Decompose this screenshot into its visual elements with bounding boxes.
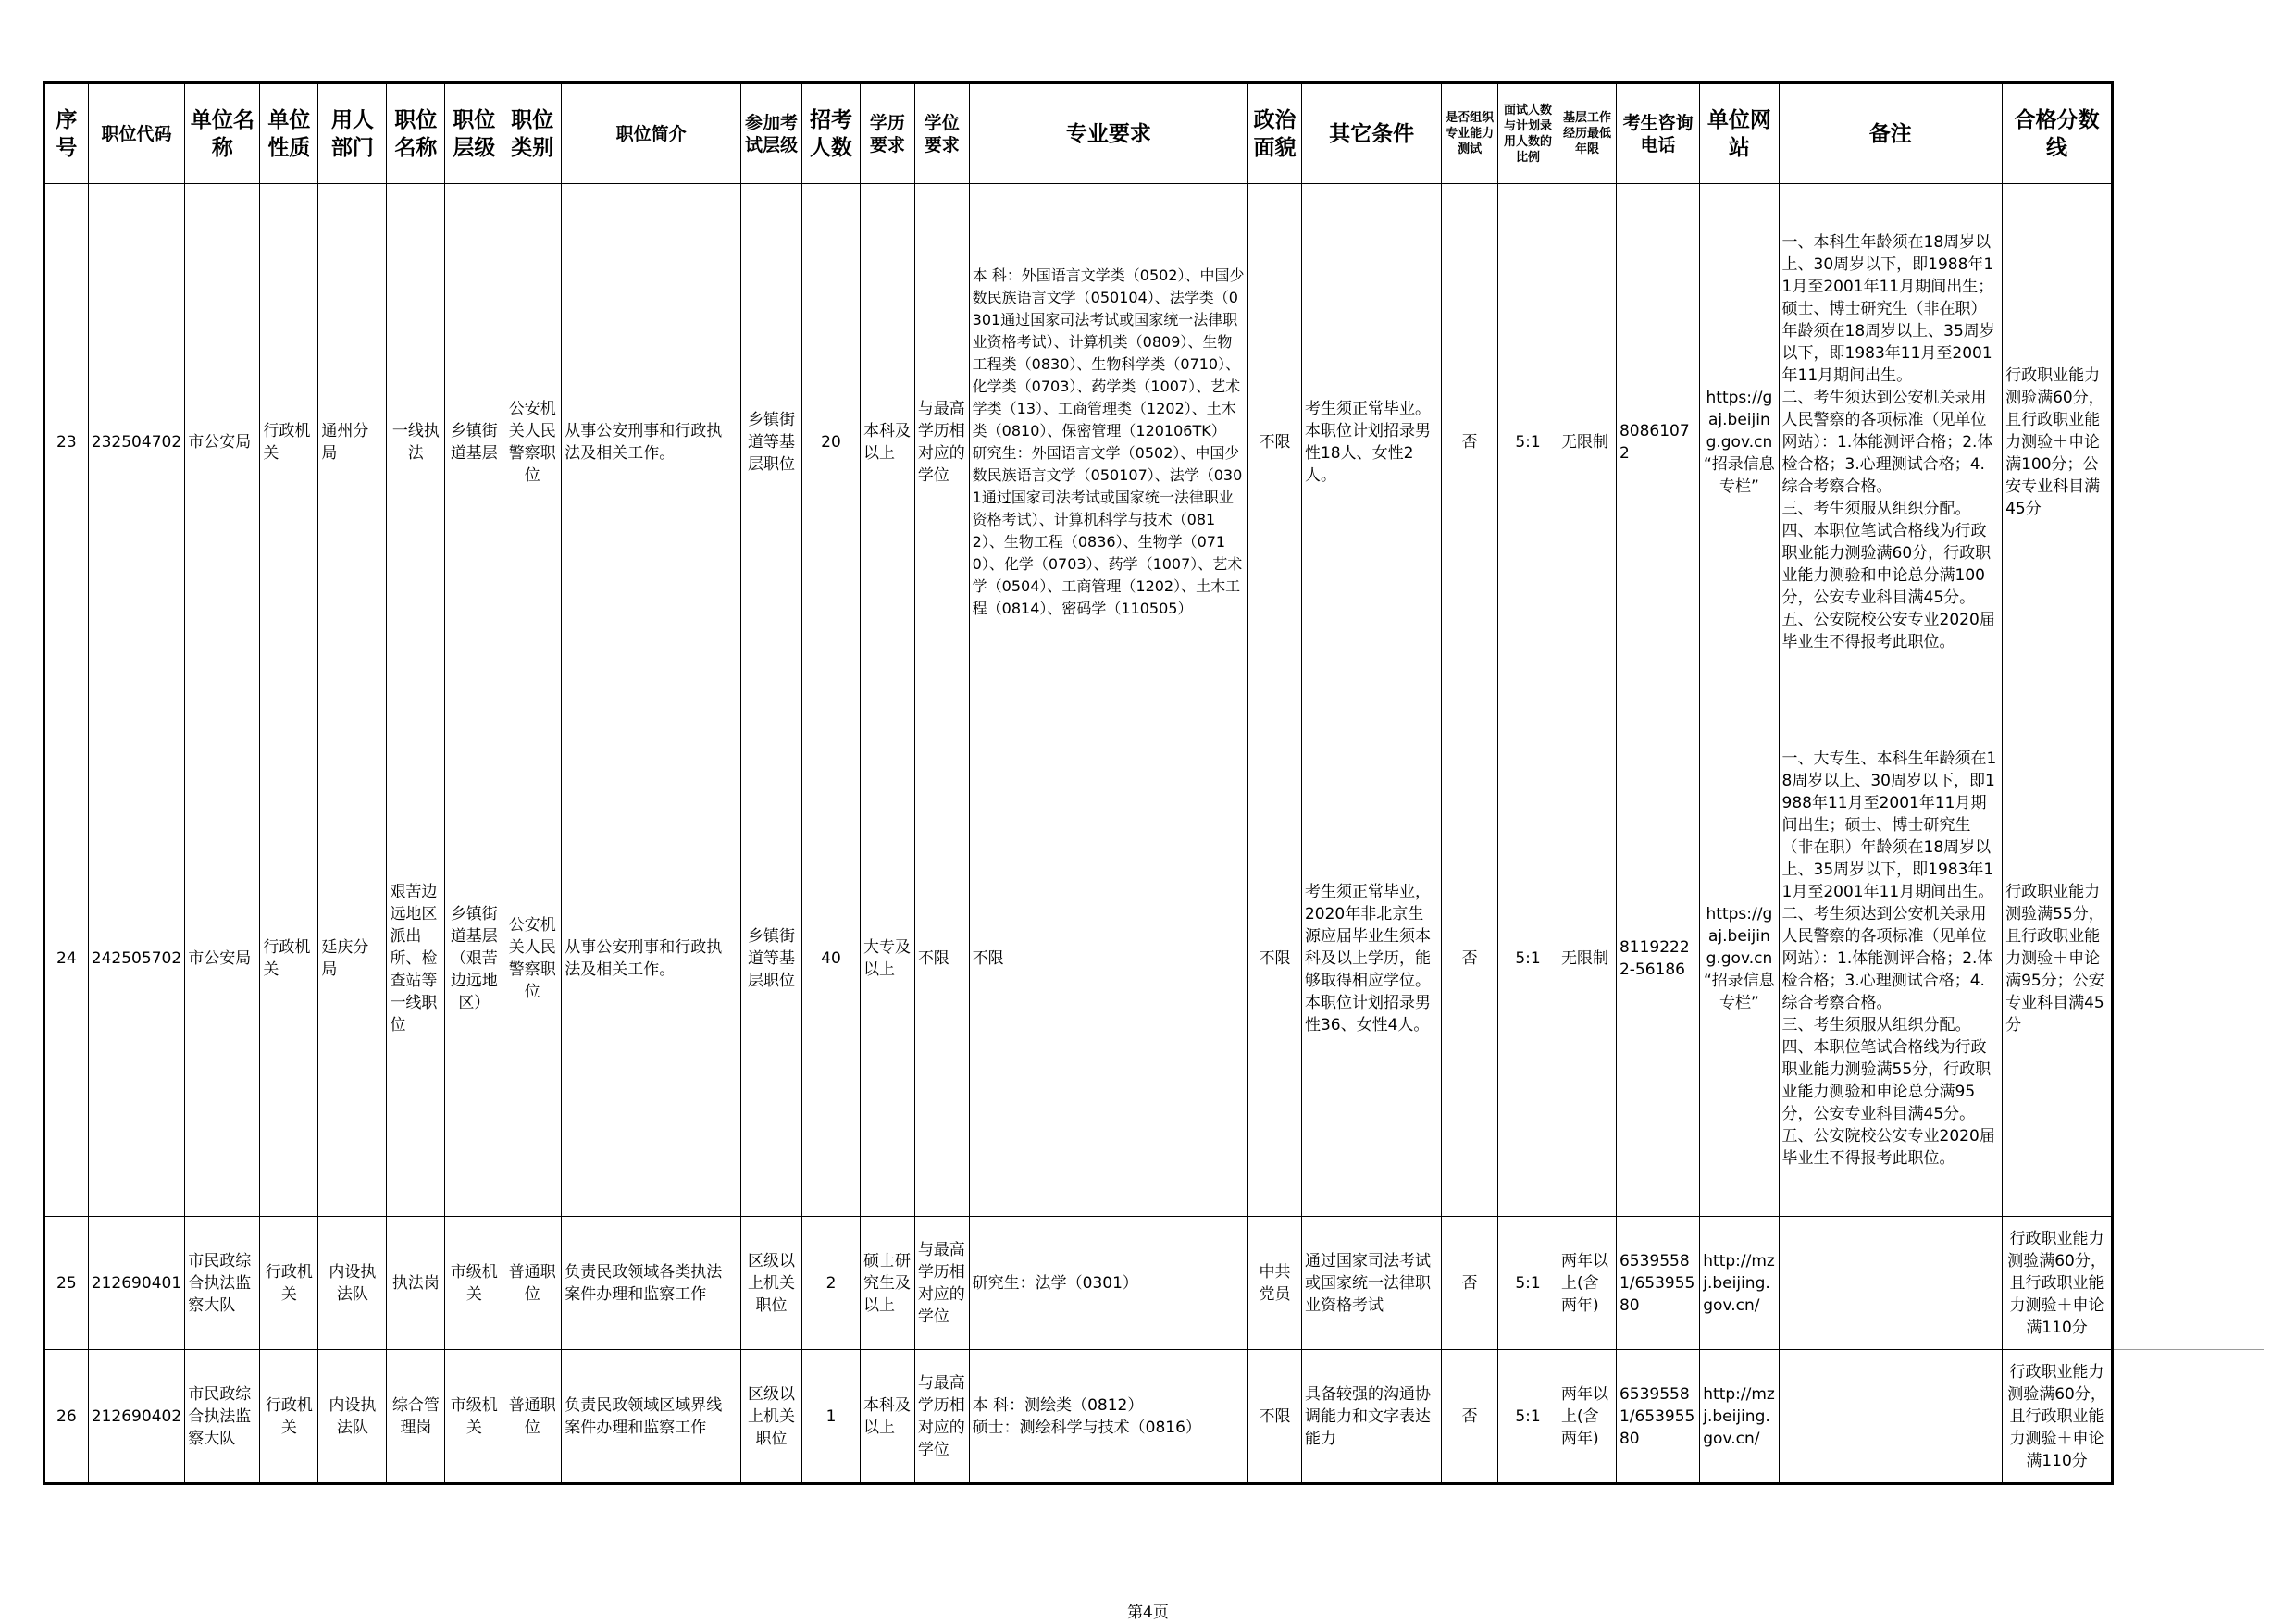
cell-pos-name: 综合管理岗 [387,1350,445,1484]
header-exam-level: 参加考试层级 [741,83,802,184]
cell-count: 20 [802,184,861,700]
header-code: 职位代码 [88,83,185,184]
cell-count: 40 [802,700,861,1217]
cell-ratio: 5:1 [1498,184,1558,700]
cell-pass-line: 行政职业能力测验满60分，且行政职业能力测验＋申论满110分 [2003,1350,2113,1484]
cell-unit-name: 市公安局 [185,184,260,700]
header-row [44,83,2113,184]
header-pass-line: 合格分数线 [2003,83,2113,184]
cell-pos-type: 普通职位 [503,1350,562,1484]
cell-major: 不限 [969,700,1247,1217]
cell-pos-type: 公安机关人民警察职位 [503,700,562,1217]
cell-edu: 本科及以上 [860,184,914,700]
header-politics: 政治面貌 [1248,83,1302,184]
cell-code: 212690402 [88,1350,185,1484]
header-grassroots: 基层工作经历最低年限 [1558,83,1617,184]
major-text: 本 科：外国语言文学类（0502）、中国少数民族语言文学（050104）、法学类（0301通过国家司法考试或国家统一法律职业资格考试）、计算机类（0809）、生物工程类（0830）、生物科学类（0710）、化学类（0703）、药学类（1007）、艺术学类（13）、工商管理类（1202）、土木类（0810）、保密管理（120106TK） 研究生：外国语言文学（0502）、中国少数民族语言文学（050107）、法学（0301通过国家司法考试或国家统一法律职业资格考试）、计算机科学与技术（0812）、生物工程（0836）、生物学（0710）、化学（0703）、药学（1007）、艺术学（0504）、工商管理（1202）、土木工程（0814）、密码学（110505） [972,266,1245,617]
header-major: 专业要求 [969,83,1247,184]
cell-politics: 不限 [1248,184,1302,700]
cell-remarks [1779,184,2003,700]
remarks-text: 一、本科生年龄须在18周岁以上、30周岁以下，即1988年11月至2001年11月期间出生；硕士、博士研究生（非在职）年龄须在18周岁以上、35周岁以下，即1983年11月至2001年11月期间出生。 二、考生须达到公安机关录用人民警察的各项标准（见单位网站）：1.体能测评合格；2.体检合格；3.心理测试合格；4.综合考察合格。 三、考生须服从组织分配。 四、本职位笔试合格线为行政职业能力测验满60分，行政职业能力测验和申论总分满100分，公安专业科目满45分。 五、公安院校公安专业2020届毕业生不得报考此职位。 [1781,232,1995,651]
cell-pass-line: 行政职业能力测验满55分，且行政职业能力测验＋申论满95分；公安专业科目满45分 [2003,700,2113,1217]
cell-phone: 81192222-56186 [1616,700,1699,1217]
job-table [43,81,2114,1485]
cell-other: 考生须正常毕业。本职位计划招录男性18人、女性2人。 [1301,184,1441,700]
header-dept: 用人部门 [318,83,387,184]
cell-pos-name: 一线执法 [387,184,445,700]
cell-seq: 23 [44,184,89,700]
page-number: 第4页 [1127,1604,1169,1622]
website-link[interactable]: https://gaj.beijing.gov.cn “招录信息专栏” [1703,904,1775,1012]
header-phone: 考生咨询电话 [1616,83,1699,184]
header-ratio: 面试人数与计划录用人数的比例 [1498,83,1558,184]
cell-phone: 65395581/65395580 [1616,1217,1699,1350]
cell-ability-test: 否 [1442,1217,1498,1350]
cell-major [969,184,1247,700]
cell-degree: 与最高学历相对应的学位 [914,1350,969,1484]
cell-intro: 从事公安刑事和行政执法及相关工作。 [562,184,741,700]
cell-remarks [1779,1350,2003,1484]
website-link[interactable]: http://mzj.beijing.gov.cn/ [1703,1251,1775,1315]
cell-phone: 65395581/65395580 [1616,1350,1699,1484]
header-remarks: 备注 [1779,83,2003,184]
cell-edu: 大专及以上 [860,700,914,1217]
cell-ratio: 5:1 [1498,1217,1558,1350]
header-other: 其它条件 [1301,83,1441,184]
cell-dept: 通州分局 [318,184,387,700]
cell-grassroots: 两年以上(含两年) [1558,1217,1617,1350]
cell-count: 1 [802,1350,861,1484]
cell-edu: 本科及以上 [860,1350,914,1484]
cell-website [1700,1350,1779,1484]
header-seq: 序号 [44,83,89,184]
header-pos-level: 职位层级 [445,83,503,184]
header-website: 单位网站 [1700,83,1779,184]
cell-phone: 80861072 [1616,184,1699,700]
cell-degree: 不限 [914,700,969,1217]
cell-pos-name: 执法岗 [387,1217,445,1350]
cell-seq: 24 [44,700,89,1217]
table-row [44,1217,2113,1350]
cell-exam-level: 区级以上机关职位 [741,1217,802,1350]
website-link[interactable]: http://mzj.beijing.gov.cn/ [1703,1384,1775,1448]
cell-other: 考生须正常毕业，2020年非北京生源应届毕业生须本科及以上学历，能够取得相应学位。本职位计划招录男性36、女性4人。 [1301,700,1441,1217]
cell-politics: 中共党员 [1248,1217,1302,1350]
table-row [44,1350,2113,1484]
cell-unit-name: 市公安局 [185,700,260,1217]
cell-code: 242505702 [88,700,185,1217]
cell-unit-type: 行政机关 [260,184,318,700]
cell-pos-type: 普通职位 [503,1217,562,1350]
header-pos-name: 职位名称 [387,83,445,184]
header-edu: 学历要求 [860,83,914,184]
cell-ability-test: 否 [1442,1350,1498,1484]
table-row [44,184,2113,700]
cell-pos-level: 市级机关 [445,1217,503,1350]
cell-unit-name: 市民政综合执法监察大队 [185,1217,260,1350]
cell-intro: 负责民政领域各类执法案件办理和监察工作 [562,1217,741,1350]
header-degree: 学位要求 [914,83,969,184]
cell-degree: 与最高学历相对应的学位 [914,1217,969,1350]
header-intro: 职位简介 [562,83,741,184]
cell-dept: 内设执法队 [318,1217,387,1350]
cell-remarks [1779,700,2003,1217]
website-link[interactable]: https://gaj.beijing.gov.cn “招录信息专栏” [1703,388,1775,496]
cell-other: 通过国家司法考试或国家统一法律职业资格考试 [1301,1217,1441,1350]
header-pos-type: 职位类别 [503,83,562,184]
cell-degree: 与最高学历相对应的学位 [914,184,969,700]
cell-major: 研究生：法学（0301） [969,1217,1247,1350]
cell-grassroots: 两年以上(含两年) [1558,1350,1617,1484]
cell-pass-line: 行政职业能力测验满60分，且行政职业能力测验＋申论满110分 [2003,1217,2113,1350]
cell-pos-level: 乡镇街道基层（艰苦边远地区） [445,700,503,1217]
cell-remarks [1779,1217,2003,1350]
cell-ability-test: 否 [1442,700,1498,1217]
cell-unit-type: 行政机关 [260,1350,318,1484]
cell-unit-name: 市民政综合执法监察大队 [185,1350,260,1484]
cell-intro: 从事公安刑事和行政执法及相关工作。 [562,700,741,1217]
cell-pass-line: 行政职业能力测验满60分，且行政职业能力测验＋申论满100分；公安专业科目满45分 [2003,184,2113,700]
cell-ratio: 5:1 [1498,700,1558,1217]
cell-exam-level: 区级以上机关职位 [741,1350,802,1484]
major-text: 本 科：测绘类（0812） 硕士：测绘科学与技术（0816） [972,1395,1201,1437]
cell-edu: 硕士研究生及以上 [860,1217,914,1350]
header-count: 招考人数 [802,83,861,184]
cell-dept: 内设执法队 [318,1350,387,1484]
header-unit-type: 单位性质 [260,83,318,184]
cell-other: 具备较强的沟通协调能力和文字表达能力 [1301,1350,1441,1484]
cell-ability-test: 否 [1442,184,1498,700]
cell-pos-level: 乡镇街道基层 [445,184,503,700]
cell-unit-type: 行政机关 [260,700,318,1217]
cell-website [1700,184,1779,700]
cell-grassroots: 无限制 [1558,700,1617,1217]
header-ability-test: 是否组织专业能力测试 [1442,83,1498,184]
cell-count: 2 [802,1217,861,1350]
cell-website [1700,1217,1779,1350]
cell-ratio: 5:1 [1498,1350,1558,1484]
remarks-text: 一、大专生、本科生年龄须在18周岁以上、30周岁以下，即1988年11月至2001年11月期间出生；硕士、博士研究生（非在职）年龄须在18周岁以上、35周岁以下，即1983年11月至2001年11月期间出生。 二、考生须达到公安机关录用人民警察的各项标准（见单位网站）：1.体能测评合格；2.体检合格；3.心理测试合格；4.综合考察合格。 三、考生须服从组织分配。 四、本职位笔试合格线为行政职业能力测验满55分，行政职业能力测验和申论总分满95分，公安专业科目满45分。 五、公安院校公安专业2020届毕业生不得报考此职位。 [1781,749,1997,1168]
cell-major [969,1350,1247,1484]
cell-seq: 25 [44,1217,89,1350]
cell-pos-type: 公安机关人民警察职位 [503,184,562,700]
cell-politics: 不限 [1248,700,1302,1217]
cell-seq: 26 [44,1350,89,1484]
cell-exam-level: 乡镇街道等基层职位 [741,700,802,1217]
cell-dept: 延庆分局 [318,700,387,1217]
cell-exam-level: 乡镇街道等基层职位 [741,184,802,700]
cell-grassroots: 无限制 [1558,184,1617,700]
cell-code: 212690401 [88,1217,185,1350]
cell-pos-level: 市级机关 [445,1350,503,1484]
cell-unit-type: 行政机关 [260,1217,318,1350]
table-row [44,700,2113,1217]
cell-website [1700,700,1779,1217]
cell-intro: 负责民政领域区域界线案件办理和监察工作 [562,1350,741,1484]
cell-politics: 不限 [1248,1350,1302,1484]
cell-code: 232504702 [88,184,185,700]
header-unit-name: 单位名称 [185,83,260,184]
stray-gridline [2114,1349,2264,1350]
cell-pos-name: 艰苦边远地区派出所、检查站等一线职位 [387,700,445,1217]
